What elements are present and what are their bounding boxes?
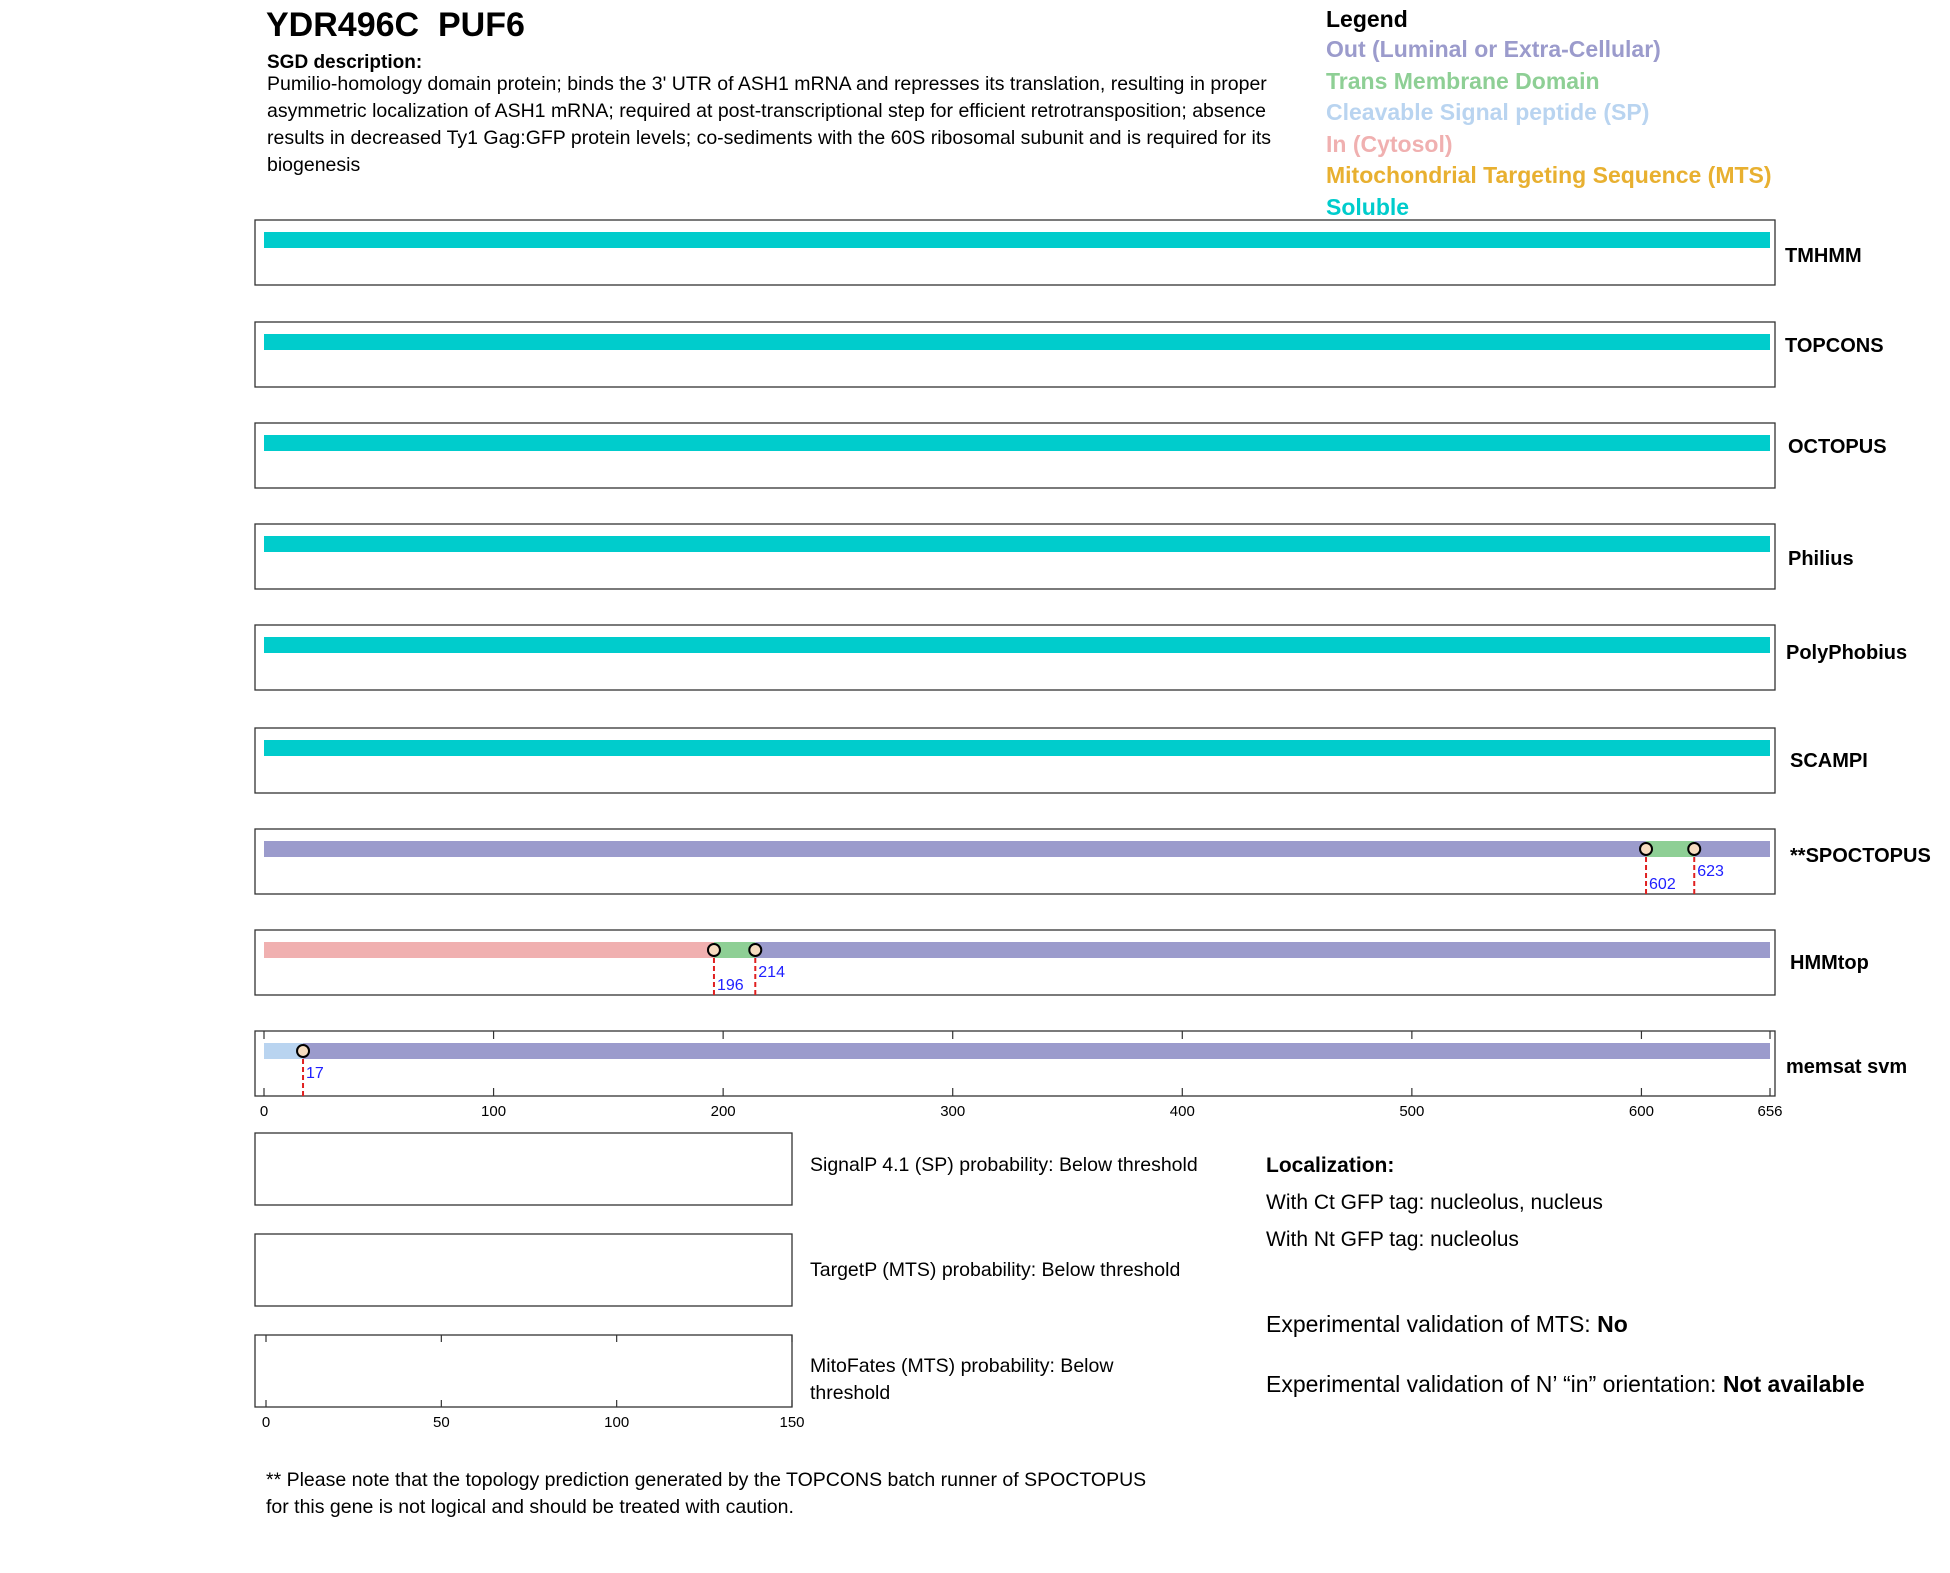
signalp-probability-label: SignalP 4.1 (SP) probability: Below threshold [810, 1154, 1198, 1176]
localization-ct-gfp: With Ct GFP tag: nucleolus, nucleus [1266, 1191, 1603, 1214]
boundary-marker-spoctopus [1640, 843, 1652, 855]
mitofates-probability-label: MitoFates (MTS) probability: Below threshold [810, 1355, 1114, 1404]
track-label-hmmtop: HMMtop [1790, 952, 1869, 974]
mts-validation-label: Experimental validation of MTS: [1266, 1311, 1598, 1337]
mts-validation-value: No [1597, 1311, 1628, 1337]
track-label-spoctopus: **SPOCTOPUS [1790, 845, 1931, 867]
segment-polyphobius-soluble [264, 637, 1770, 653]
segment-tmhmm-soluble [264, 232, 1770, 248]
segment-memsat-svm-out [303, 1043, 1770, 1059]
mts-validation [1266, 1308, 1886, 1340]
gene-title: YDR496C PUF6 [266, 6, 525, 44]
legend-item-mts: Mitochondrial Targeting Sequence (MTS) [1326, 162, 1772, 188]
axis-tick-label: 600 [1628, 1103, 1654, 1120]
targetp-probability-label: TargetP (MTS) probability: Below threshold [810, 1259, 1181, 1281]
segment-philius-soluble [264, 536, 1770, 552]
orientation-validation [1266, 1368, 1886, 1400]
legend-item-soluble: Soluble [1326, 193, 1410, 220]
boundary-marker-spoctopus [1688, 843, 1700, 855]
track-label-memsat-svm: memsat svm [1786, 1056, 1908, 1078]
boundary-marker-hmmtop [749, 944, 761, 956]
axis-tick-label: 656 [1757, 1103, 1783, 1120]
probability-panel-3 [255, 1335, 792, 1407]
probability-axis-tick-label: 0 [261, 1414, 271, 1431]
axis-tick-label: 100 [481, 1103, 507, 1120]
localization-nt-gfp: With Nt GFP tag: nucleolus [1266, 1228, 1519, 1251]
probability-axis-tick-label: 150 [779, 1414, 805, 1431]
localization-title: Localization: [1266, 1154, 1395, 1177]
segment-topcons-soluble [264, 334, 1770, 350]
track-label-scampi: SCAMPI [1790, 750, 1868, 772]
boundary-label-memsat-svm: 17 [306, 1065, 324, 1082]
track-box-tmhmm [255, 220, 1775, 285]
legend-item-signal-peptide: Cleavable Signal peptide (SP) [1326, 99, 1650, 125]
axis-tick-label: 400 [1169, 1103, 1195, 1120]
axis-tick-label: 200 [710, 1103, 736, 1120]
segment-spoctopus-out [264, 841, 1646, 857]
localization-section [1266, 1148, 1603, 1258]
segment-octopus-soluble [264, 435, 1770, 451]
legend-item-out: Out (Luminal or Extra-Cellular) [1326, 36, 1661, 62]
boundary-label-spoctopus: 623 [1697, 863, 1724, 880]
boundary-marker-hmmtop [708, 944, 720, 956]
footnote: ** Please note that the topology prediction generated by the TOPCONS batch runner of SPOCTOPUS for this gene is not logical and should be treated with caution. [266, 1469, 1147, 1518]
axis-tick-label: 500 [1399, 1103, 1425, 1120]
legend-title: Legend [1326, 6, 1408, 32]
probability-panel-2 [255, 1234, 792, 1306]
track-box-octopus [255, 423, 1775, 488]
axis-tick-label: 300 [940, 1103, 966, 1120]
track-box-polyphobius [255, 625, 1775, 690]
track-box-philius [255, 524, 1775, 589]
track-box-spoctopus [255, 829, 1775, 894]
track-box-scampi [255, 728, 1775, 793]
segment-spoctopus-tm [1646, 841, 1694, 857]
segment-hmmtop-in [264, 942, 714, 958]
track-label-polyphobius: PolyPhobius [1786, 642, 1908, 664]
track-label-octopus: OCTOPUS [1788, 436, 1887, 458]
track-box-topcons [255, 322, 1775, 387]
track-label-tmhmm: TMHMM [1785, 245, 1862, 267]
track-box-hmmtop [255, 930, 1775, 995]
segment-spoctopus-out [1694, 841, 1770, 857]
boundary-label-hmmtop: 214 [758, 964, 785, 981]
boundary-label-spoctopus: 602 [1649, 876, 1676, 893]
probability-axis-tick-label: 50 [432, 1414, 450, 1431]
track-label-topcons: TOPCONS [1785, 335, 1884, 357]
sgd-description-text: Pumilio-homology domain protein; binds the 3' UTR of ASH1 mRNA and represses its translation, resulting in proper asymmetric localization of ASH1 mRNA; required at post-transcriptional step for efficient retrotransposition; absence results in decreased Ty1 Gag:GFP protein levels; co-sediments with the 60S ribosomal subunit and is required for its biogenesis [267, 73, 1272, 176]
segment-scampi-soluble [264, 740, 1770, 756]
boundary-marker-memsat-svm [297, 1045, 309, 1057]
legend-item-in-cytosol: In (Cytosol) [1326, 130, 1453, 157]
track-box-memsat-svm [255, 1031, 1775, 1096]
boundary-label-hmmtop: 196 [716, 977, 744, 994]
probability-panel-1 [255, 1133, 792, 1205]
orientation-validation-value: Not available [1722, 1371, 1865, 1397]
segment-hmmtop-out [755, 942, 1770, 958]
axis-tick-label: 0 [259, 1103, 269, 1120]
legend-item-transmembrane: Trans Membrane Domain [1326, 67, 1600, 94]
sgd-description-label: SGD description: [267, 52, 423, 73]
orientation-validation-label: Experimental validation of N’ “in” orientation: [1266, 1371, 1723, 1397]
probability-axis-tick-label: 100 [604, 1414, 630, 1431]
track-label-philius: Philius [1788, 548, 1854, 570]
